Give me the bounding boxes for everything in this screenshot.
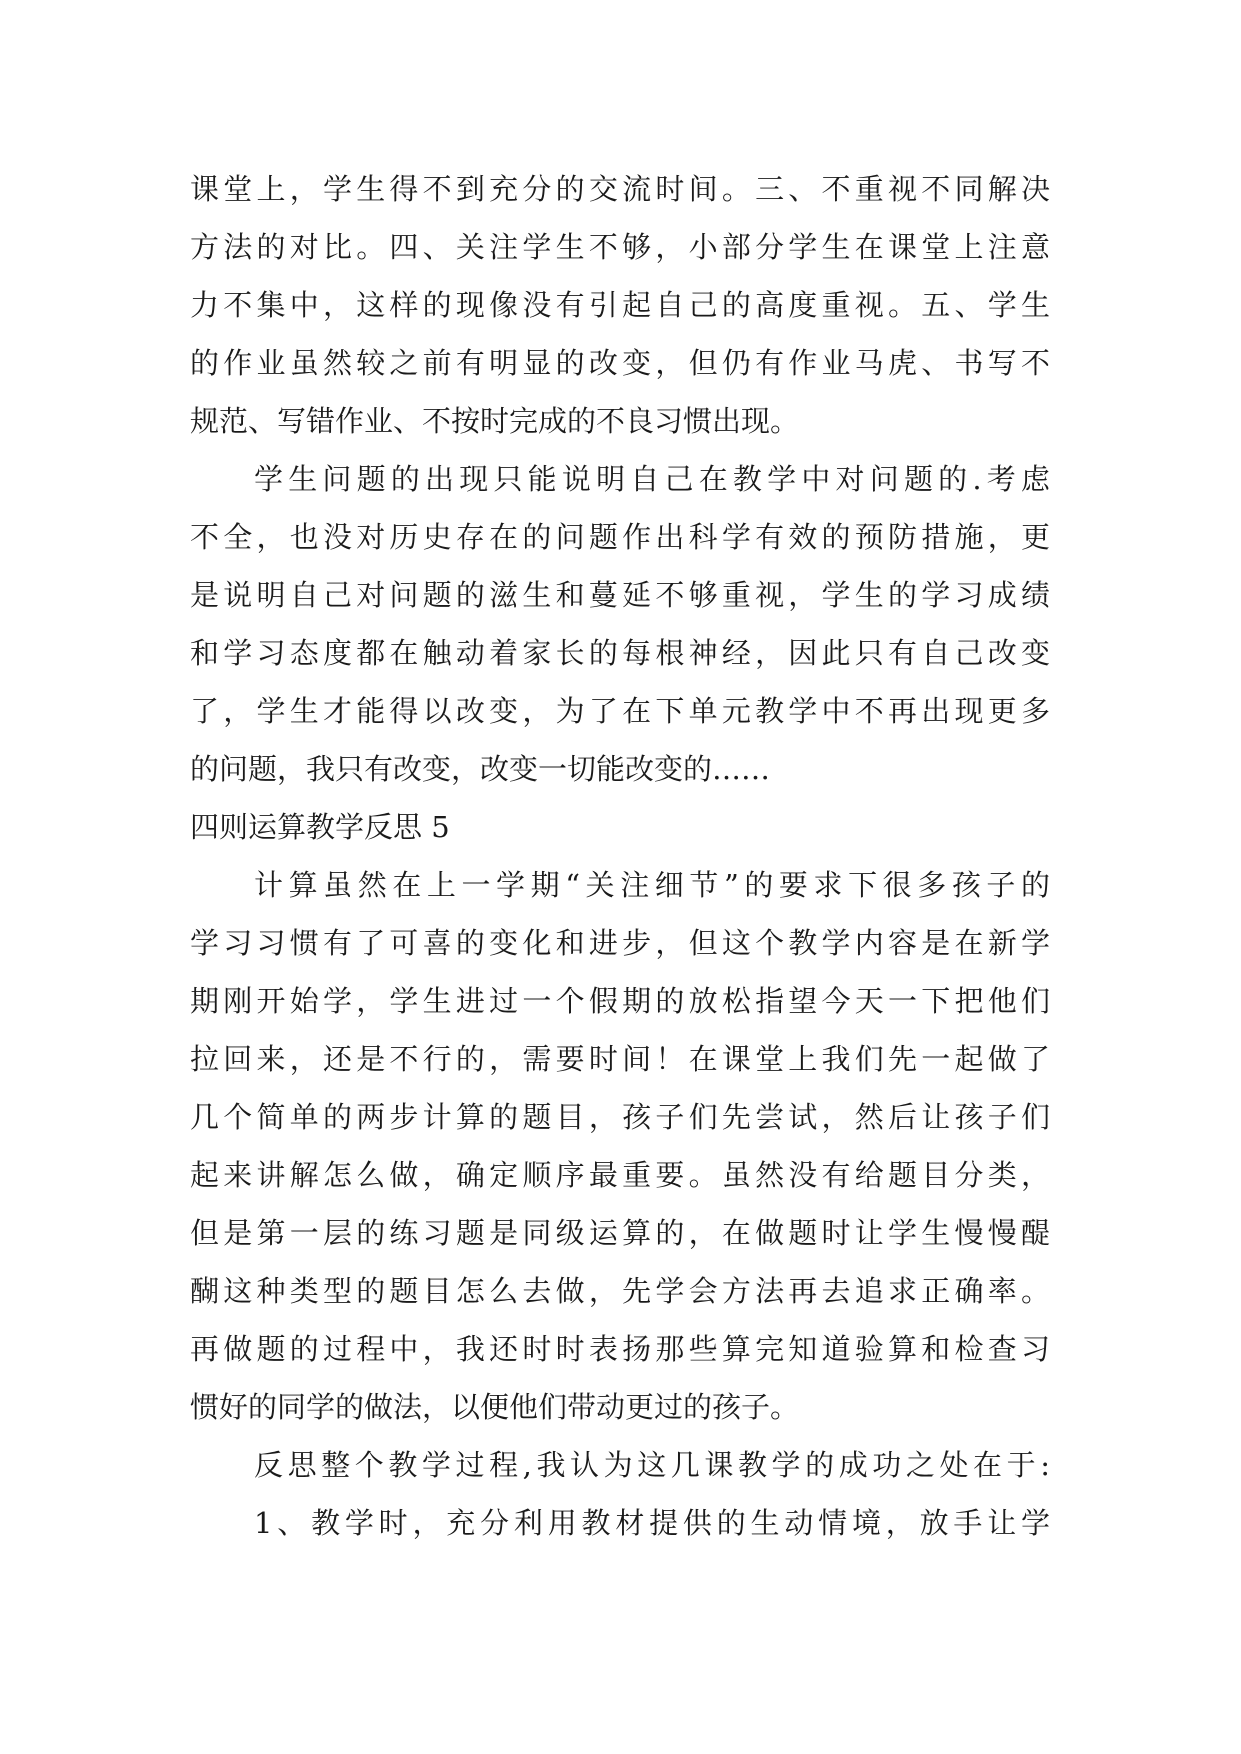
section-heading: 四则运算教学反思 5: [190, 810, 450, 844]
paragraph-5: [190, 1494, 1050, 1552]
text-line: 的作业虽然较之前有明显的改变，但仍有作业马虎、书写不: [190, 346, 1050, 380]
text-line: 期刚开始学，学生进过一个假期的放松指望今天一下把他们: [190, 984, 1050, 1018]
text-line: 醐这种类型的题目怎么去做，先学会方法再去追求正确率。: [190, 1274, 1050, 1308]
text-line: 方法的对比。四、关注学生不够，小部分学生在课堂上注意: [190, 230, 1050, 264]
paragraph-2: [190, 450, 1050, 798]
text-line: 学习习惯有了可喜的变化和进步，但这个教学内容是在新学: [190, 926, 1050, 960]
text-line: 课堂上，学生得不到充分的交流时间。三、不重视不同解决: [190, 172, 1050, 206]
text-line: 但是第一层的练习题是同级运算的，在做题时让学生慢慢醍: [190, 1216, 1050, 1250]
paragraph-4: [190, 1436, 1050, 1494]
text-line: 是说明自己对问题的滋生和蔓延不够重视，学生的学习成绩: [190, 578, 1050, 612]
text-line: 1、教学时，充分利用教材提供的生动情境，放手让学: [254, 1506, 1050, 1540]
text-line: 计算虽然在上一学期“关注细节”的要求下很多孩子的: [254, 868, 1050, 902]
text-line: 惯好的同学的做法，以便他们带动更过的孩子。: [190, 1390, 800, 1424]
text-line: 规范、写错作业、不按时完成的不良习惯出现。: [190, 404, 800, 438]
text-line: 了，学生才能得以改变，为了在下单元教学中不再出现更多: [190, 694, 1050, 728]
text-line: 拉回来，还是不行的，需要时间！在课堂上我们先一起做了: [190, 1042, 1050, 1076]
text-line: 不全，也没对历史存在的问题作出科学有效的预防措施，更: [190, 520, 1050, 554]
paragraph-3: [190, 856, 1050, 1436]
text-line: 和学习态度都在触动着家长的每根神经，因此只有自己改变: [190, 636, 1050, 670]
text-line: 的问题，我只有改变，改变一切能改变的……: [190, 752, 771, 786]
document-body: [190, 160, 1050, 1552]
text-line: 起来讲解怎么做，确定顺序最重要。虽然没有给题目分类，: [190, 1158, 1050, 1192]
text-line: 反思整个教学过程,我认为这几课教学的成功之处在于:: [254, 1448, 1050, 1482]
text-line: 再做题的过程中，我还时时表扬那些算完知道验算和检查习: [190, 1332, 1050, 1366]
text-line: 学生问题的出现只能说明自己在教学中对问题的.考虑: [254, 462, 1050, 496]
text-line: 力不集中，这样的现像没有引起自己的高度重视。五、学生: [190, 288, 1050, 322]
text-line: 几个简单的两步计算的题目，孩子们先尝试，然后让孩子们: [190, 1100, 1050, 1134]
paragraph-1: [190, 160, 1050, 450]
